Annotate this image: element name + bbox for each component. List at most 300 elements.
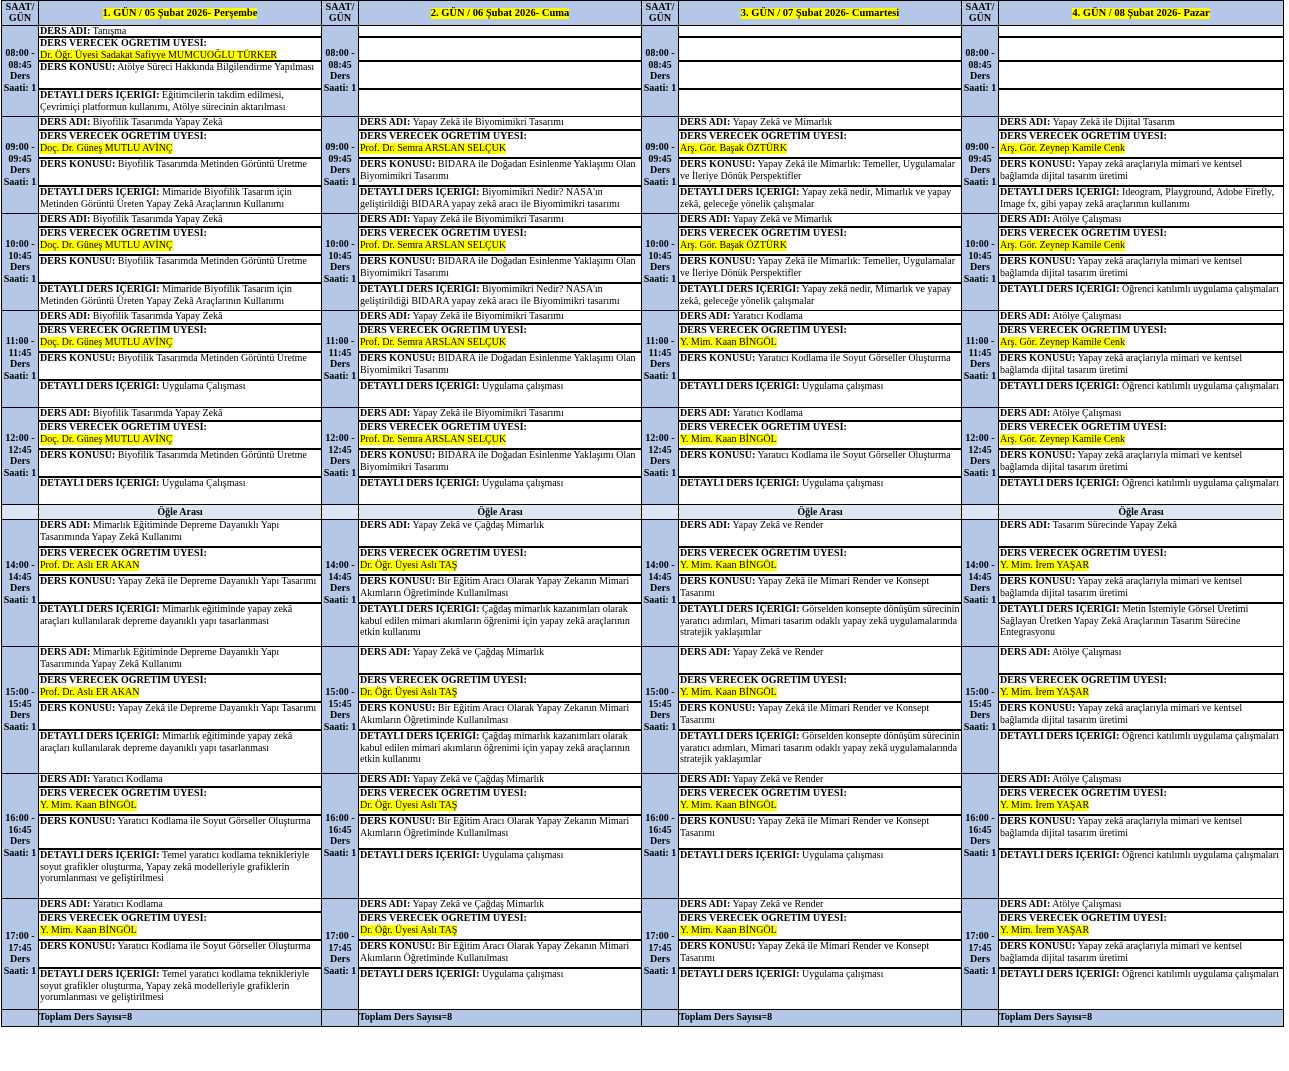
- field-value: Yaratıcı Kodlama: [92, 774, 163, 785]
- course-fields: [359, 520, 641, 646]
- field-value: Uygulama çalışması: [801, 478, 884, 489]
- field-value: Yapay Zekâ ile Depreme Dayanıklı Yapı Tasarımı: [117, 703, 317, 714]
- field-value: Yapay Zekâ ile Depreme Dayanıklı Yapı Tasarımı: [117, 576, 317, 587]
- field-label: DERS KONUSU:: [40, 62, 116, 73]
- field-value: Atölye Çalışması: [1052, 647, 1122, 658]
- course-cell: [679, 899, 962, 1010]
- course-fields: [679, 117, 961, 213]
- ders-adi-field: [999, 899, 1283, 913]
- saat-gun-header: SAAT/ GÜN: [962, 1, 999, 26]
- field-label: DETAYLI DERS İÇERİĞİ:: [40, 381, 160, 392]
- field-label: DETAYLI DERS İÇERİĞİ:: [680, 969, 800, 980]
- ogretim-uyesi-field: [999, 38, 1283, 62]
- field-label: DERS ADI:: [680, 647, 731, 658]
- field-label: DETAYLI DERS İÇERİĞİ:: [360, 969, 480, 980]
- course-fields: [679, 311, 961, 407]
- field-value: Yaratıcı Kodlama ile Soyut Görseller Oluşturma: [757, 450, 951, 461]
- ders-adi-field: [999, 214, 1283, 228]
- field-label: DETAYLI DERS İÇERİĞİ:: [1000, 381, 1120, 392]
- field-label: DERS KONUSU:: [360, 941, 436, 952]
- field-label: DERS VERECEK ÖĞRETİM ÜYESİ:: [360, 913, 527, 924]
- time-slot-cell: 17:00 - 17:45 Ders Saati: 1: [962, 899, 999, 1010]
- field-label: DETAYLI DERS İÇERİĞİ:: [360, 478, 480, 489]
- time-slot-cell: 16:00 - 16:45 Ders Saati: 1: [642, 774, 679, 899]
- field-value: Yapay Zekâ ile Mimari Render ve Konsept Tasarımı: [680, 703, 930, 726]
- field-value: Atölye Çalışması: [1052, 899, 1122, 910]
- field-value: Yapay Zekâ ve Çağdaş Mimarlık: [412, 899, 545, 910]
- field-value: Yapay Zekâ ile Mimarlık: Temeller, Uygulamalar ve İleriye Dönük Perspektifler: [680, 159, 956, 182]
- ders-adi-field: [679, 774, 961, 788]
- field-label: DETAYLI DERS İÇERİĞİ:: [680, 731, 800, 742]
- field-value: Yapay Zekâ ile Mimari Render ve Konsept Tasarımı: [680, 941, 930, 964]
- field-value: Tanışma: [92, 26, 127, 37]
- time-slot-cell: 15:00 - 15:45 Ders Saati: 1: [2, 647, 39, 774]
- teacher-name: Prof. Dr. Semra ARSLAN SELÇUK: [360, 336, 507, 348]
- field-value: Biyofilik Tasarımda Metinden Görüntü Üretme: [117, 353, 307, 364]
- total-time-cell: [322, 1010, 359, 1027]
- ders-adi-field: [999, 408, 1283, 422]
- course-fields: [39, 408, 321, 504]
- detay-field: [39, 969, 321, 1009]
- day-title-3: 3. GÜN / 07 Şubat 2026- Cumartesi: [740, 7, 900, 19]
- ogretim-uyesi-field: [679, 325, 961, 353]
- ders-konusu-field: [679, 256, 961, 284]
- ogretim-uyesi-field: [39, 788, 321, 816]
- field-label: DERS KONUSU:: [40, 256, 116, 267]
- ders-adi-field: [999, 311, 1283, 325]
- field-value: Eğitimcilerin takdim edilmesi, Çevrimiçi platformun kullanımı, Atölye sürecinin aktarılması: [40, 90, 286, 113]
- lunch-time-cell: [322, 505, 359, 520]
- time-slot-cell: 08:00 - 08:45 Ders Saati: 1: [642, 26, 679, 117]
- ders-konusu-field: [999, 159, 1283, 187]
- ders-adi-field: [999, 117, 1283, 131]
- field-label: DERS VERECEK ÖĞRETİM ÜYESİ:: [360, 131, 527, 142]
- ders-adi-field: [359, 311, 641, 325]
- course-cell: [999, 774, 1284, 899]
- ders-konusu-field: [999, 256, 1283, 284]
- field-label: DERS VERECEK ÖĞRETİM ÜYESİ:: [680, 548, 847, 559]
- field-value: Uygulama çalışması: [801, 381, 884, 392]
- field-value: Atölye Çalışması: [1052, 774, 1122, 785]
- field-label: DERS KONUSU:: [40, 816, 116, 827]
- teacher-name: Y. Mim. İrem YAŞAR: [1000, 686, 1090, 698]
- ders-konusu-field: [679, 62, 961, 90]
- time-slot-cell: 12:00 - 12:45 Ders Saati: 1: [962, 408, 999, 505]
- ogretim-uyesi-field: [999, 131, 1283, 159]
- ders-konusu-field: [999, 576, 1283, 604]
- time-slot-row: [2, 26, 1284, 117]
- course-cell: [39, 26, 322, 117]
- field-value: Yaratıcı Kodlama ile Soyut Görseller Oluşturma: [757, 353, 951, 364]
- course-fields: [39, 26, 321, 116]
- detay-field: [39, 604, 321, 646]
- field-label: DETAYLI DERS İÇERİĞİ:: [1000, 187, 1120, 198]
- ders-konusu-field: [359, 450, 641, 478]
- field-label: DERS KONUSU:: [680, 353, 756, 364]
- schedule-table: [1, 0, 1284, 1027]
- course-fields: [359, 899, 641, 1009]
- lunch-break-row: [2, 505, 1284, 520]
- ders-konusu-field: [679, 941, 961, 969]
- time-slot-cell: 16:00 - 16:45 Ders Saati: 1: [962, 774, 999, 899]
- field-label: DERS KONUSU:: [680, 941, 756, 952]
- time-slot-cell: 09:00 - 09:45 Ders Saati: 1: [962, 117, 999, 214]
- field-value: Yapay Zekâ ile Mimarlık: Temeller, Uygulamalar ve İleriye Dönük Perspektifler: [680, 256, 956, 279]
- field-value: Yaratıcı Kodlama ile Soyut Görseller Oluşturma: [117, 816, 311, 827]
- field-value: Mimaride Biyofilik Tasarım için Metinden Görüntü Üreten Yapay Zekâ Araçlarının Kullanımı: [40, 187, 292, 210]
- field-value: Yapay Zekâ ve Çağdaş Mimarlık: [412, 774, 545, 785]
- detay-field: [679, 381, 961, 407]
- detay-field: [999, 604, 1283, 646]
- ders-konusu-field: [39, 703, 321, 731]
- course-fields: [359, 647, 641, 773]
- ders-konusu-field: [39, 159, 321, 187]
- field-label: DERS ADI:: [680, 408, 731, 419]
- field-value: Yapay zekâ araçlarıyla mimari ve kentsel bağlamda dijital tasarım üretimi: [1000, 159, 1243, 182]
- ogretim-uyesi-field: [359, 548, 641, 576]
- field-value: Yapay Zekâ ile Mimari Render ve Konsept Tasarımı: [680, 816, 930, 839]
- field-value: Yaratıcı Kodlama: [732, 311, 803, 322]
- field-value: Bir Eğitim Aracı Olarak Yapay Zekanın Mimari Akımların Öğretiminde Kullanılması: [360, 703, 630, 726]
- field-value: Mimarlık eğitiminde yapay zekâ araçları kullanılarak depreme dayanıklı yapı tasarlanması: [40, 604, 293, 627]
- time-slot-row: [2, 214, 1284, 311]
- field-label: DERS VERECEK ÖĞRETİM ÜYESİ:: [1000, 422, 1167, 433]
- field-label: DERS KONUSU:: [40, 450, 116, 461]
- teacher-name: Doç. Dr. Güneş MUTLU AVİNÇ: [40, 336, 173, 348]
- teacher-name: Dr. Öğr. Üyesi Aslı TAŞ: [360, 559, 458, 571]
- lunch-break-label: Öğle Arası: [359, 505, 642, 520]
- course-cell: [39, 899, 322, 1010]
- detay-field: [39, 381, 321, 407]
- teacher-name: Prof. Dr. Aslı ER AKAN: [40, 559, 140, 571]
- course-fields: [999, 311, 1283, 407]
- detay-field: [999, 381, 1283, 407]
- day-header-2: [359, 1, 642, 26]
- detay-field: [679, 850, 961, 898]
- teacher-name: Dr. Öğr. Üyesi Sadakat Safiyye MUMCUOĞLU TÜRKER: [40, 49, 278, 61]
- detay-field: [999, 850, 1283, 898]
- detay-field: [39, 284, 321, 310]
- course-cell: [679, 214, 962, 311]
- ogretim-uyesi-field: [999, 228, 1283, 256]
- field-value: Mimarlık Eğitiminde Depreme Dayanıklı Yapı Tasarımında Yapay Zekâ Kullanımı: [40, 520, 280, 543]
- course-fields: [39, 311, 321, 407]
- ogretim-uyesi-field: [39, 913, 321, 941]
- field-value: Uygulama çalışması: [481, 969, 564, 980]
- field-value: Yapay zekâ araçlarıyla mimari ve kentsel bağlamda dijital tasarım üretimi: [1000, 353, 1243, 376]
- course-cell: [679, 117, 962, 214]
- ders-konusu-field: [39, 62, 321, 90]
- field-value: Uygulama çalışması: [481, 850, 564, 861]
- ogretim-uyesi-field: [679, 675, 961, 703]
- course-cell: [679, 311, 962, 408]
- field-value: Yapay Zekâ ve Render: [732, 899, 824, 910]
- detay-field: [679, 731, 961, 773]
- field-label: DERS KONUSU:: [680, 450, 756, 461]
- field-label: DERS VERECEK ÖĞRETİM ÜYESİ:: [360, 675, 527, 686]
- course-cell: [359, 899, 642, 1010]
- field-label: DERS KONUSU:: [360, 159, 436, 170]
- field-value: Biyofilik Tasarımda Metinden Görüntü Üretme: [117, 159, 307, 170]
- detay-field: [39, 478, 321, 504]
- detay-field: [999, 478, 1283, 504]
- course-fields: [679, 26, 961, 116]
- teacher-name: Y. Mim. Kaan BİNGÖL: [680, 686, 777, 698]
- course-cell: [679, 647, 962, 774]
- field-label: DERS KONUSU:: [1000, 816, 1076, 827]
- ogretim-uyesi-field: [359, 913, 641, 941]
- field-value: Uygulama Çalışması: [161, 381, 246, 392]
- field-value: Öğrenci katılımlı uygulama çalışmaları: [1121, 850, 1279, 861]
- course-fields: [999, 647, 1283, 773]
- teacher-name: Prof. Dr. Semra ARSLAN SELÇUK: [360, 142, 507, 154]
- teacher-name: Arş. Gör. Başak ÖZTÜRK: [680, 239, 787, 251]
- field-label: DERS KONUSU:: [680, 159, 756, 170]
- ders-adi-field: [999, 520, 1283, 548]
- course-fields: [999, 26, 1283, 116]
- field-label: DERS ADI:: [1000, 899, 1051, 910]
- field-value: Yapay zekâ nedir, Mimarlık ve yapay zekâ, geleceğe yönelik çalışmalar: [680, 284, 952, 307]
- lunch-time-cell: [642, 505, 679, 520]
- field-label: DERS VERECEK ÖĞRETİM ÜYESİ:: [40, 548, 207, 559]
- course-cell: [679, 408, 962, 505]
- teacher-name: Y. Mim. İrem YAŞAR: [1000, 559, 1090, 571]
- field-label: DERS KONUSU:: [360, 256, 436, 267]
- detay-field: [679, 604, 961, 646]
- field-label: DETAYLI DERS İÇERİĞİ:: [40, 731, 160, 742]
- field-value: Uygulama çalışması: [801, 969, 884, 980]
- teacher-name: Prof. Dr. Semra ARSLAN SELÇUK: [360, 433, 507, 445]
- ders-adi-field: [39, 214, 321, 228]
- field-label: DERS ADI:: [1000, 647, 1051, 658]
- field-label: DERS VERECEK ÖĞRETİM ÜYESİ:: [40, 131, 207, 142]
- field-label: DERS KONUSU:: [1000, 941, 1076, 952]
- field-value: Yapay Zekâ ve Render: [732, 774, 824, 785]
- course-fields: [359, 311, 641, 407]
- course-cell: [999, 408, 1284, 505]
- field-label: DETAYLI DERS İÇERİĞİ:: [40, 284, 160, 295]
- field-value: Yapay zekâ araçlarıyla mimari ve kentsel bağlamda dijital tasarım üretimi: [1000, 450, 1243, 473]
- course-fields: [999, 774, 1283, 898]
- teacher-name: Arş. Gör. Zeynep Kamile Cenk: [1000, 336, 1125, 348]
- field-value: Mimarlık Eğitiminde Depreme Dayanıklı Yapı Tasarımında Yapay Zekâ Kullanımı: [40, 647, 280, 670]
- course-fields: [679, 774, 961, 898]
- field-label: DERS VERECEK ÖĞRETİM ÜYESİ:: [1000, 548, 1167, 559]
- ders-konusu-field: [39, 450, 321, 478]
- ders-konusu-field: [39, 941, 321, 969]
- field-value: Yapay Zekâ ve Render: [732, 647, 824, 658]
- ders-adi-field: [679, 520, 961, 548]
- field-value: BIDARA ile Doğadan Esinlenme Yaklaşımı Olan Biyomimikri Tasarımı: [360, 353, 636, 376]
- saat-gun-header: SAAT/ GÜN: [322, 1, 359, 26]
- time-slot-cell: 11:00 - 11:45 Ders Saati: 1: [2, 311, 39, 408]
- field-value: Biyomimikri Nedir? NASA'ın geliştirildiği BIDARA yapay zekâ aracı ile Biyomimikri tasarımı: [360, 284, 620, 307]
- teacher-name: Y. Mim. Kaan BİNGÖL: [40, 799, 137, 811]
- detay-field: [359, 850, 641, 898]
- ders-adi-field: [39, 774, 321, 788]
- time-slot-cell: 14:00 - 14:45 Ders Saati: 1: [962, 520, 999, 647]
- course-cell: [679, 774, 962, 899]
- field-value: Bir Eğitim Aracı Olarak Yapay Zekanın Mimari Akımların Öğretiminde Kullanılması: [360, 941, 630, 964]
- field-label: DERS KONUSU:: [360, 353, 436, 364]
- field-label: DERS KONUSU:: [40, 353, 116, 364]
- teacher-name: Arş. Gör. Başak ÖZTÜRK: [680, 142, 787, 154]
- lunch-time-cell: [2, 505, 39, 520]
- ders-konusu-field: [679, 576, 961, 604]
- field-value: BIDARA ile Doğadan Esinlenme Yaklaşımı Olan Biyomimikri Tasarımı: [360, 256, 636, 279]
- field-label: DETAYLI DERS İÇERİĞİ:: [360, 284, 480, 295]
- teacher-name: Prof. Dr. Aslı ER AKAN: [40, 686, 140, 698]
- ogretim-uyesi-field: [999, 548, 1283, 576]
- field-label: DERS ADI:: [360, 311, 411, 322]
- day-title-1: 1. GÜN / 05 Şubat 2026- Perşembe: [102, 7, 258, 19]
- field-value: Uygulama Çalışması: [161, 478, 246, 489]
- field-label: DERS VERECEK ÖĞRETİM ÜYESİ:: [360, 788, 527, 799]
- course-fields: [39, 520, 321, 646]
- field-value: Yapay zekâ araçlarıyla mimari ve kentsel bağlamda dijital tasarım üretimi: [1000, 256, 1243, 279]
- ders-konusu-field: [679, 816, 961, 850]
- field-label: DETAYLI DERS İÇERİĞİ:: [360, 731, 480, 742]
- field-label: DERS ADI:: [680, 311, 731, 322]
- teacher-name: Y. Mim. İrem YAŞAR: [1000, 799, 1090, 811]
- time-slot-cell: 10:00 - 10:45 Ders Saati: 1: [322, 214, 359, 311]
- field-label: DETAYLI DERS İÇERİĞİ:: [40, 187, 160, 198]
- ogretim-uyesi-field: [359, 38, 641, 62]
- field-value: BIDARA ile Doğadan Esinlenme Yaklaşımı Olan Biyomimikri Tasarımı: [360, 159, 636, 182]
- field-label: DETAYLI DERS İÇERİĞİ:: [40, 604, 160, 615]
- field-value: Yapay Zekâ ile Biyomimikri Tasarımı: [412, 408, 564, 419]
- ogretim-uyesi-field: [999, 325, 1283, 353]
- time-slot-cell: 12:00 - 12:45 Ders Saati: 1: [2, 408, 39, 505]
- ogretim-uyesi-field: [679, 38, 961, 62]
- ders-adi-field: [39, 26, 321, 38]
- ogretim-uyesi-field: [39, 675, 321, 703]
- ogretim-uyesi-field: [359, 325, 641, 353]
- ders-adi-field: [39, 408, 321, 422]
- field-value: Yapay Zekâ ve Çağdaş Mimarlık: [412, 647, 545, 658]
- field-value: Yapay zekâ araçlarıyla mimari ve kentsel bağlamda dijital tasarım üretimi: [1000, 941, 1243, 964]
- day-header-3: [679, 1, 962, 26]
- course-cell: [359, 408, 642, 505]
- detay-field: [679, 284, 961, 310]
- ders-konusu-field: [999, 703, 1283, 731]
- ders-konusu-field: [39, 353, 321, 381]
- detay-field: [999, 187, 1283, 213]
- total-time-cell: [2, 1010, 39, 1027]
- ogretim-uyesi-field: [359, 422, 641, 450]
- field-value: Öğrenci katılımlı uygulama çalışmaları: [1121, 284, 1279, 295]
- detay-field: [359, 731, 641, 773]
- field-value: Biyofilik Tasarımda Yapay Zekâ: [92, 117, 223, 128]
- field-label: DERS ADI:: [40, 311, 91, 322]
- field-label: DERS KONUSU:: [40, 941, 116, 952]
- field-value: Yapay Zekâ ve Mimarlık: [732, 117, 833, 128]
- course-fields: [39, 117, 321, 213]
- course-fields: [999, 899, 1283, 1009]
- ogretim-uyesi-field: [359, 788, 641, 816]
- course-fields: [679, 647, 961, 773]
- course-cell: [679, 26, 962, 117]
- detay-field: [359, 478, 641, 504]
- ders-konusu-field: [999, 816, 1283, 850]
- ders-adi-field: [359, 899, 641, 913]
- ders-konusu-field: [999, 450, 1283, 478]
- course-fields: [999, 214, 1283, 310]
- time-slot-cell: 12:00 - 12:45 Ders Saati: 1: [642, 408, 679, 505]
- ders-adi-field: [359, 408, 641, 422]
- field-label: DETAYLI DERS İÇERİĞİ:: [360, 850, 480, 861]
- field-value: Biyofilik Tasarımda Yapay Zekâ: [92, 214, 223, 225]
- field-value: BIDARA ile Doğadan Esinlenme Yaklaşımı Olan Biyomimikri Tasarımı: [360, 450, 636, 473]
- ders-konusu-field: [359, 816, 641, 850]
- field-label: DERS ADI:: [40, 214, 91, 225]
- field-value: Mimarlık eğitiminde yapay zekâ araçları kullanılarak depreme dayanıklı yapı tasarlanması: [40, 731, 293, 754]
- field-label: DERS KONUSU:: [1000, 353, 1076, 364]
- course-fields: [39, 647, 321, 773]
- ders-adi-field: [359, 117, 641, 131]
- time-slot-row: [2, 520, 1284, 647]
- course-cell: [359, 774, 642, 899]
- course-cell: [39, 520, 322, 647]
- field-value: Yaratıcı Kodlama: [732, 408, 803, 419]
- time-slot-cell: 09:00 - 09:45 Ders Saati: 1: [2, 117, 39, 214]
- field-label: DERS ADI:: [360, 520, 411, 531]
- field-label: DERS KONUSU:: [1000, 576, 1076, 587]
- field-label: DERS ADI:: [1000, 408, 1051, 419]
- field-label: DETAYLI DERS İÇERİĞİ:: [1000, 731, 1120, 742]
- field-label: DETAYLI DERS İÇERİĞİ:: [40, 850, 160, 861]
- ogretim-uyesi-field: [999, 788, 1283, 816]
- time-slot-row: [2, 408, 1284, 505]
- field-label: DERS VERECEK ÖĞRETİM ÜYESİ:: [40, 422, 207, 433]
- field-value: Yapay Zekâ ve Mimarlık: [732, 214, 833, 225]
- time-slot-row: [2, 774, 1284, 899]
- ders-konusu-field: [39, 816, 321, 850]
- ders-konusu-field: [359, 353, 641, 381]
- ogretim-uyesi-field: [359, 131, 641, 159]
- course-cell: [39, 774, 322, 899]
- time-slot-cell: 17:00 - 17:45 Ders Saati: 1: [322, 899, 359, 1010]
- time-slot-cell: 16:00 - 16:45 Ders Saati: 1: [322, 774, 359, 899]
- course-fields: [679, 899, 961, 1009]
- field-label: DETAYLI DERS İÇERİĞİ:: [40, 969, 160, 980]
- ders-adi-field: [999, 647, 1283, 675]
- field-label: DERS KONUSU:: [360, 816, 436, 827]
- ders-konusu-field: [679, 159, 961, 187]
- ders-adi-field: [679, 899, 961, 913]
- ders-adi-field: [999, 774, 1283, 788]
- field-label: DETAYLI DERS İÇERİĞİ:: [680, 604, 800, 615]
- time-slot-cell: 09:00 - 09:45 Ders Saati: 1: [322, 117, 359, 214]
- detay-field: [999, 731, 1283, 773]
- course-fields: [359, 214, 641, 310]
- field-label: DERS ADI:: [1000, 311, 1051, 322]
- course-cell: [359, 214, 642, 311]
- saat-gun-header: SAAT/ GÜN: [2, 1, 39, 26]
- detay-field: [359, 604, 641, 646]
- course-fields: [679, 408, 961, 504]
- teacher-name: Dr. Öğr. Üyesi Aslı TAŞ: [360, 924, 458, 936]
- course-cell: [999, 117, 1284, 214]
- field-value: Yaratıcı Kodlama: [92, 899, 163, 910]
- detay-field: [359, 187, 641, 213]
- teacher-name: Arş. Gör. Zeynep Kamile Cenk: [1000, 239, 1125, 251]
- field-value: Biyofilik Tasarımda Metinden Görüntü Üretme: [117, 256, 307, 267]
- field-value: Bir Eğitim Aracı Olarak Yapay Zekanın Mimari Akımların Öğretiminde Kullanılması: [360, 816, 630, 839]
- field-value: Görselden konsepte dönüşüm sürecinin yaratıcı adımları, Mimari tasarım odaklı yapay zekâ uygulamalarında stratejik yaklaşımlar: [680, 604, 960, 638]
- course-cell: [679, 520, 962, 647]
- course-cell: [39, 408, 322, 505]
